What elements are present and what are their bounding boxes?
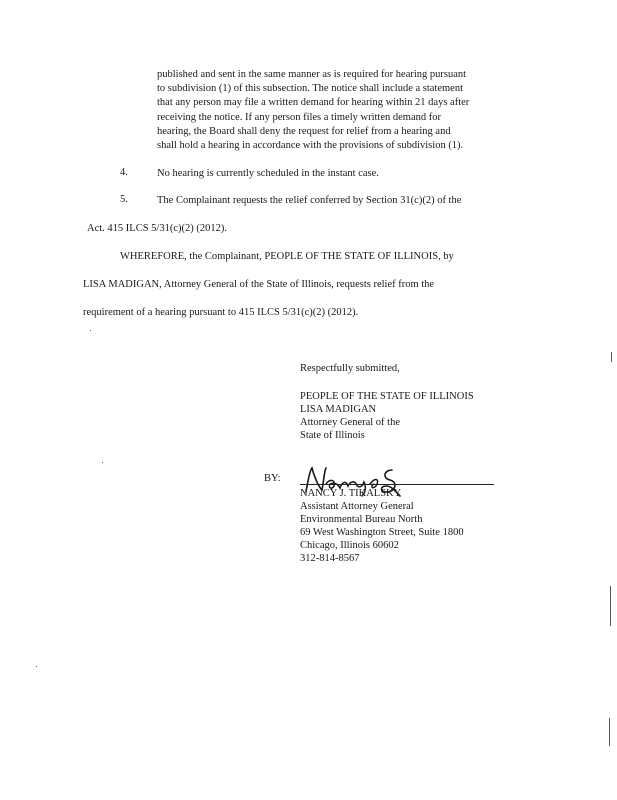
item-number: 5. xyxy=(120,194,128,205)
signature-line xyxy=(300,484,494,485)
signer-line: Chicago, Illinois 60602 xyxy=(300,540,399,551)
party-line: PEOPLE OF THE STATE OF ILLINOIS xyxy=(300,391,474,402)
scan-artifact xyxy=(610,586,611,626)
party-line: Attorney General of the xyxy=(300,417,401,428)
quote-line: shall hold a hearing in accordance with the provisions of subdivision (1). xyxy=(157,140,464,152)
party-line: LISA MADIGAN xyxy=(300,404,377,415)
scan-artifact xyxy=(609,718,610,746)
quote-line: to subdivision (1) of this subsection. The notice shall include a statement xyxy=(157,83,464,95)
item-text: No hearing is currently scheduled in the instant case. xyxy=(157,168,379,179)
quote-line: receiving the notice. If any person files a timely written demand for xyxy=(157,111,441,123)
party-block xyxy=(300,390,474,442)
signer-line: 312-814-8567 xyxy=(300,553,360,564)
quoted-statute xyxy=(157,68,527,153)
quote-line: published and sent in the same manner as is required for hearing pursuant xyxy=(157,69,467,80)
item-number: 4. xyxy=(120,167,128,178)
party-line: State of Illinois xyxy=(300,430,365,441)
signer-block xyxy=(300,487,464,565)
item-text-continued: Act. 415 ILCS 5/31(c)(2) (2012). xyxy=(87,223,227,234)
wherefore-line: WHEREFORE, the Complainant, PEOPLE OF THE STATE OF ILLINOIS, by xyxy=(120,251,454,262)
closing-phrase: Respectfully submitted, xyxy=(300,363,400,374)
scan-artifact xyxy=(90,330,91,331)
by-label: BY: xyxy=(264,473,281,484)
signer-line: NANCY J. TIKALSKY xyxy=(300,488,402,499)
signer-line: Environmental Bureau North xyxy=(300,514,423,525)
quote-line: that any person may file a written demand for hearing within 21 days after xyxy=(157,97,470,109)
scan-artifact xyxy=(36,666,37,667)
signer-line: Assistant Attorney General xyxy=(300,501,414,512)
wherefore-line: requirement of a hearing pursuant to 415 ILCS 5/31(c)(2) (2012). xyxy=(83,307,359,318)
wherefore-line: LISA MADIGAN, Attorney General of the State of Illinois, requests relief from the xyxy=(83,279,435,290)
scan-artifact xyxy=(102,462,103,463)
scan-artifact xyxy=(611,352,612,362)
item-text: The Complainant requests the relief conferred by Section 31(c)(2) of the xyxy=(157,195,462,206)
signer-line: 69 West Washington Street, Suite 1800 xyxy=(300,527,464,538)
quote-line: hearing, the Board shall deny the request for relief from a hearing and xyxy=(157,125,451,137)
